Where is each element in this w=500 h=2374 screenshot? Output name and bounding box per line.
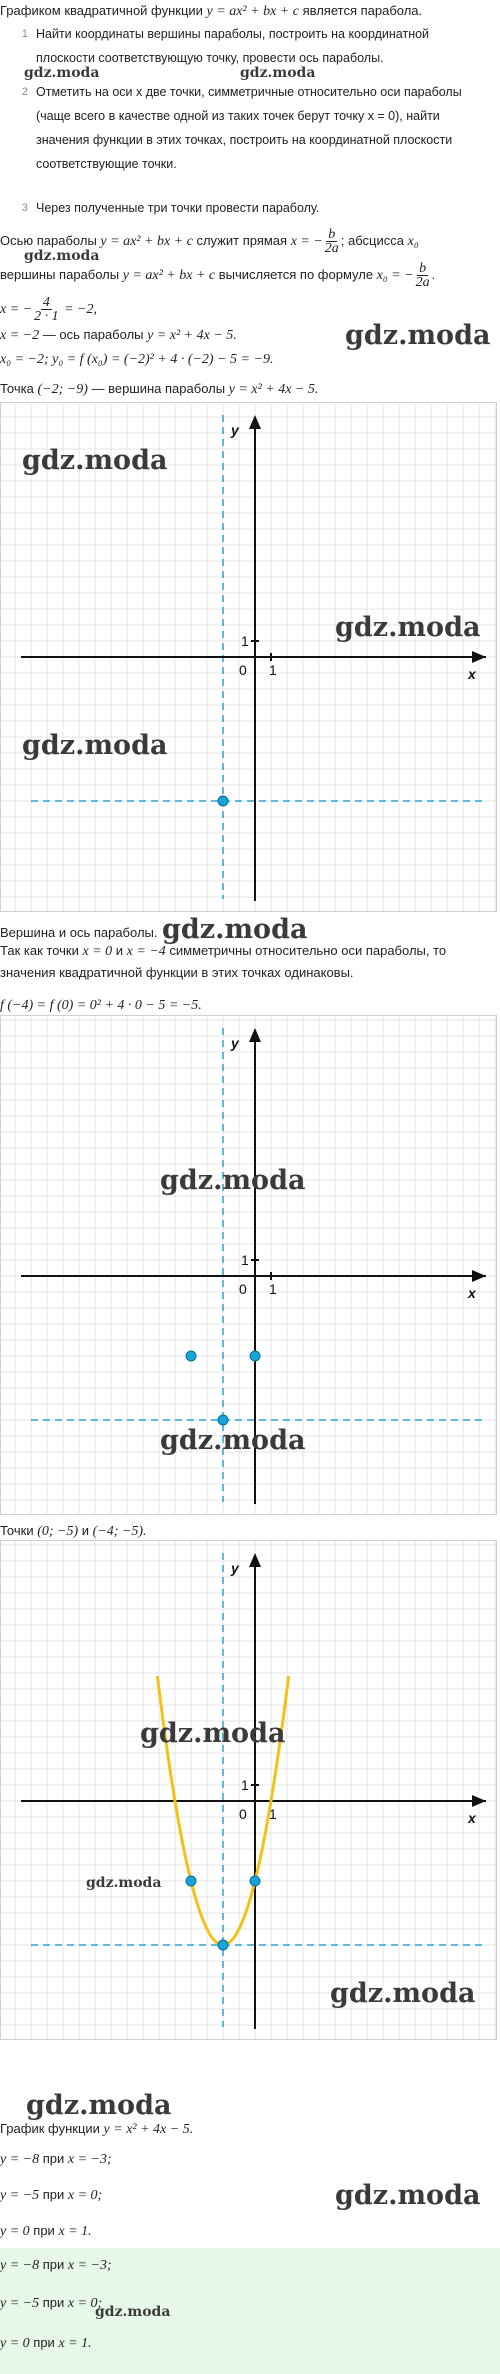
numerator: 4: [42, 295, 50, 310]
formula: x = −2: [0, 328, 40, 343]
watermark: gdz.moda: [335, 2180, 481, 2211]
formula: x = 1.: [58, 2224, 92, 2239]
y-axis-label: y: [231, 1560, 239, 1576]
formula: y = ax² + bx + c: [122, 267, 216, 283]
denominator: 2a: [415, 275, 430, 290]
formula: (0; −5): [37, 1524, 79, 1539]
denominator: 2 · 1: [34, 309, 59, 324]
watermark: gdz.moda: [335, 612, 481, 643]
x-axis-label: x: [468, 1810, 476, 1826]
numerator: b: [419, 261, 427, 276]
watermark: gdz.moda: [162, 914, 308, 945]
step-text: Отметить на оси x две точки, симметричные относительно оси параболы (чаще всего в качестве одной из таких точек берут точку x = 0), найти значения функции в этих точках, построить на координатной плоскости соответствующие точки.: [36, 85, 462, 171]
graph-title-line: [0, 2120, 193, 2139]
x-axis-label: x: [468, 666, 476, 682]
y-unit-label: 1: [241, 1252, 249, 1268]
fraction: [34, 296, 59, 323]
watermark: gdz.moda: [22, 445, 168, 476]
y-axis-label: y: [231, 422, 239, 438]
y0-line: [0, 350, 273, 369]
vertex-formula-line: [0, 262, 435, 289]
intro-formula: y = ax² + bx + c: [206, 4, 299, 19]
step-number: 1: [21, 28, 28, 40]
x-axis-label: x: [468, 1285, 476, 1301]
calc-line: [0, 296, 97, 323]
formula: x = 1.: [58, 2336, 92, 2351]
result-highlight-line: [0, 2294, 102, 2313]
denominator: 2a: [324, 241, 339, 256]
step-3: [18, 196, 488, 220]
section-2-title: Вершина и ось параболы.: [0, 925, 158, 940]
text: при: [39, 2257, 68, 2272]
text: при: [39, 2295, 68, 2310]
y-axis-arrow: [249, 1553, 261, 1567]
chart-3-svg: [1, 1541, 496, 2039]
watermark: gdz.moda: [345, 320, 491, 351]
symmetry-line-2: значения квадратичной функции в этих точках одинаковы.: [0, 965, 354, 980]
step-number: 2: [21, 86, 28, 98]
formula: x = 0;: [67, 2188, 103, 2203]
text: вычисляется по формуле: [215, 266, 377, 282]
result-line: [0, 2186, 102, 2205]
result-line: [0, 2150, 112, 2169]
text: Точка: [0, 381, 38, 396]
intro-text: Графиком квадратичной функции: [0, 3, 207, 18]
formula: y = −8: [0, 2152, 40, 2167]
watermark: gdz.moda: [26, 2090, 172, 2121]
result-highlight-line: [0, 2334, 92, 2353]
formula: f (−4) = f (0) = 0² + 4 · 0 − 5 = −5.: [0, 998, 202, 1013]
step-number: 3: [21, 202, 28, 214]
data-point: [186, 1351, 196, 1361]
text: Точки: [0, 1523, 38, 1538]
text: и: [112, 943, 127, 958]
step-text: Через полученные три точки провести параболу.: [36, 201, 320, 215]
formula: y = −5: [0, 2296, 40, 2311]
formula: x = −: [0, 301, 33, 317]
text: симметричны относительно оси параболы, то: [165, 943, 447, 958]
watermark: gdz.moda: [22, 730, 168, 761]
data-point: [250, 1876, 260, 1886]
result-line: [0, 2222, 92, 2241]
formula: x₀: [407, 233, 419, 249]
text: при: [39, 2187, 68, 2202]
formula: x = 0: [82, 944, 113, 959]
formula: x₀ = −: [376, 267, 414, 283]
watermark: gdz.moda: [160, 1425, 306, 1456]
step-1: [18, 22, 488, 70]
watermark: gdz.moda: [24, 248, 100, 264]
y-unit-label: 1: [241, 633, 249, 649]
intro-line: [0, 2, 422, 21]
chart-1-svg: [1, 403, 496, 911]
watermark: gdz.moda: [330, 1978, 476, 2009]
data-point: [186, 1876, 196, 1886]
formula: x = 0;: [67, 2296, 103, 2311]
data-point: [218, 796, 228, 806]
data-point: [218, 1415, 228, 1425]
fraction: [416, 262, 430, 289]
text: вершины параболы: [0, 266, 123, 282]
formula: x = −: [290, 233, 323, 249]
text: Осью параболы: [0, 232, 101, 248]
data-point: [250, 1351, 260, 1361]
formula: y = 0: [0, 2336, 30, 2351]
formula: (−4; −5).: [92, 1524, 147, 1539]
origin-label: 0: [239, 662, 247, 678]
points-line: [0, 1522, 147, 1541]
watermark: gdz.moda: [95, 2304, 171, 2320]
formula: y = ax² + bx + c: [100, 233, 193, 249]
x-unit-label: 1: [269, 662, 277, 678]
formula: y = 0: [0, 2224, 30, 2239]
formula: (−2; −9): [37, 382, 88, 397]
intro-text-end: является парабола.: [298, 3, 423, 18]
vertex-point-line: [0, 380, 318, 399]
step-text: Найти координаты вершины параболы, построить на координатной плоскости соответствующую точку, провести ось параболы.: [36, 27, 430, 65]
formula: x₀ = −2; y₀ = f (x₀) = (−2)² + 4 · (−2) − 5 = −9.: [0, 352, 274, 367]
watermark: gdz.moda: [140, 1718, 286, 1749]
y-axis-label: y: [231, 1035, 239, 1051]
text: и: [78, 1523, 93, 1538]
watermark: gdz.moda: [240, 65, 316, 81]
step-2: [18, 80, 488, 176]
x-unit-label: 1: [269, 1281, 277, 1297]
data-point: [218, 1940, 228, 1950]
f-values-line: [0, 996, 202, 1015]
watermark: gdz.moda: [24, 65, 100, 81]
y-unit-label: 1: [241, 1777, 249, 1793]
text: ; абсцисса: [340, 232, 408, 248]
formula: = −2,: [60, 301, 98, 317]
numerator: b: [328, 227, 336, 242]
text: при: [29, 2223, 59, 2238]
text: служит прямая: [192, 232, 291, 248]
formula: x = −3;: [67, 2258, 112, 2273]
text: Так как точки: [0, 943, 83, 958]
text: — ось параболы: [39, 327, 148, 342]
chart-panel-3: [0, 1540, 497, 2040]
formula: x = −3;: [67, 2152, 112, 2167]
text: — вершина параболы: [87, 381, 229, 396]
text: .: [431, 266, 436, 282]
axis-of-parabola-line: [0, 326, 237, 345]
formula: y = x² + 4x − 5.: [228, 382, 319, 397]
formula: y = x² + 4x − 5.: [103, 2122, 194, 2137]
watermark: gdz.moda: [86, 1875, 162, 1891]
x-unit-label: 1: [269, 1806, 277, 1822]
text: при: [39, 2151, 68, 2166]
chart-panel-1: [0, 402, 497, 912]
fraction: [325, 228, 339, 255]
formula: y = x² + 4x − 5.: [147, 328, 237, 343]
origin-label: 0: [239, 1806, 247, 1822]
y-axis-arrow: [249, 1028, 261, 1042]
result-highlight-line: [0, 2256, 112, 2275]
text: График функции: [0, 2121, 104, 2136]
text: при: [29, 2335, 59, 2350]
formula: x = −4: [126, 944, 166, 959]
formula: y = −8: [0, 2258, 40, 2273]
origin-label: 0: [239, 1281, 247, 1297]
formula: y = −5: [0, 2188, 40, 2203]
watermark: gdz.moda: [160, 1165, 306, 1196]
symmetry-line: [0, 942, 446, 961]
